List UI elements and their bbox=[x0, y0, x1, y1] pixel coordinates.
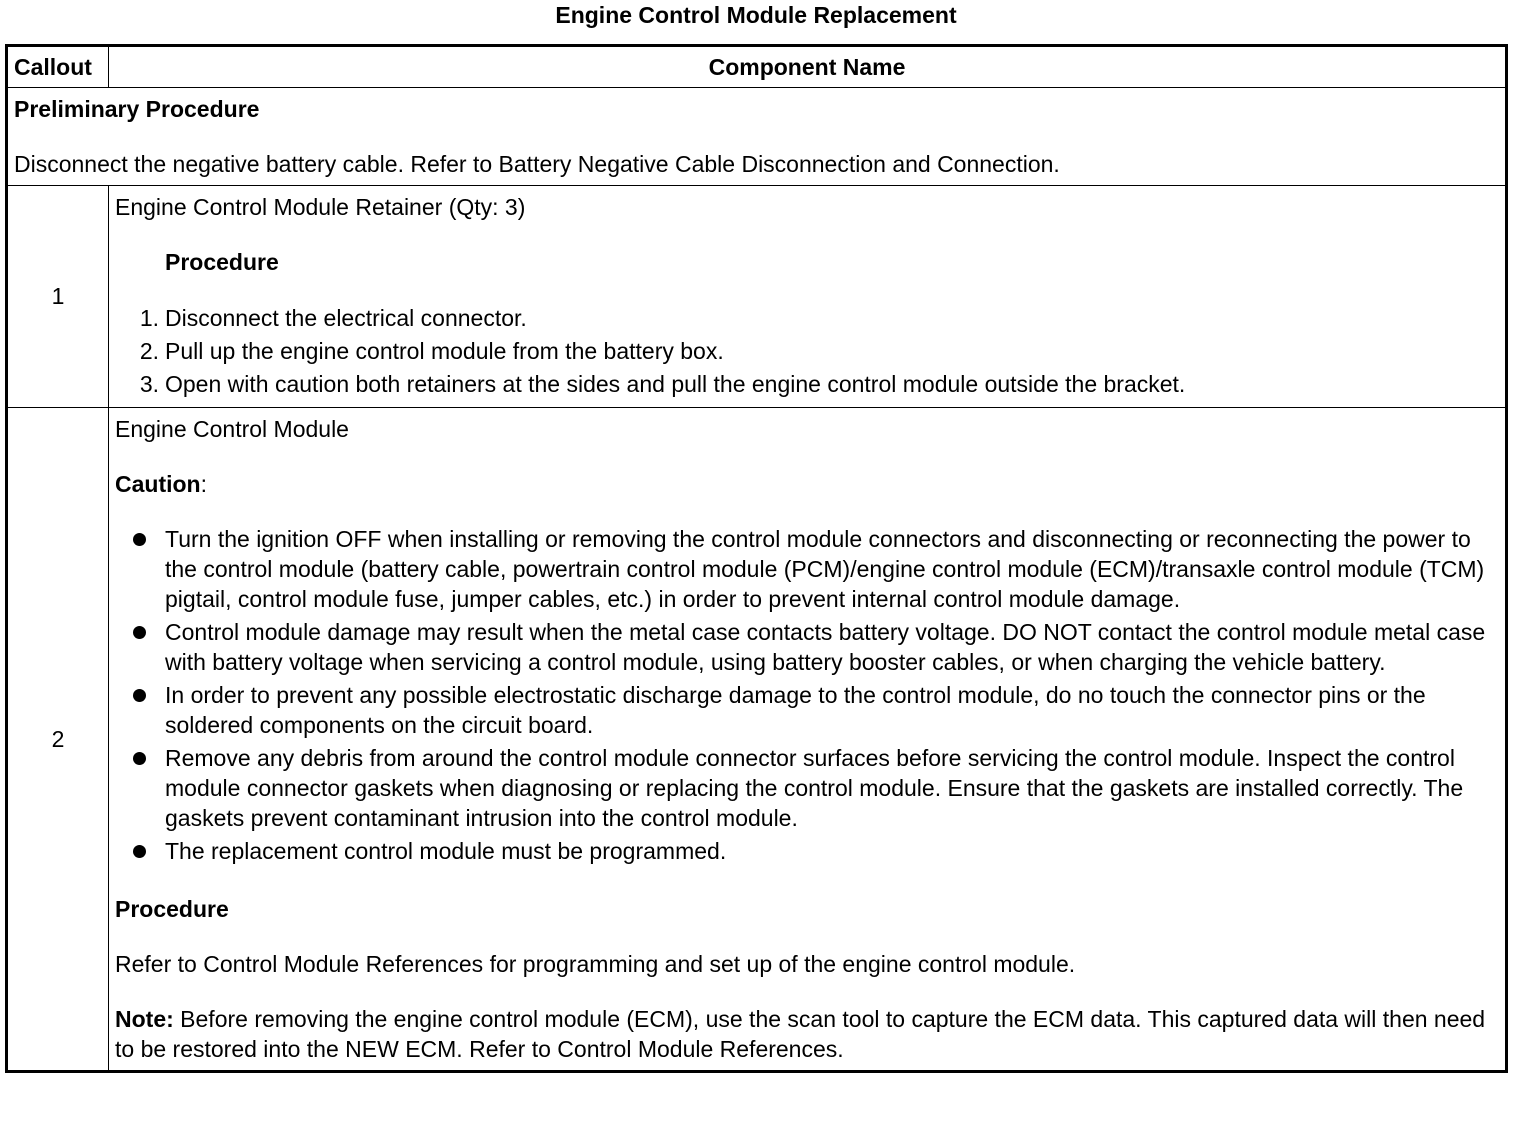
callout-number: 1 bbox=[7, 186, 109, 408]
bullet-icon bbox=[115, 524, 165, 614]
bullet-icon bbox=[115, 743, 165, 833]
step-number: 3. bbox=[139, 371, 159, 397]
procedure-text: Refer to Control Module References for programming and set up of the engine control module. bbox=[115, 951, 1076, 977]
page-title: Engine Control Module Replacement bbox=[555, 2, 957, 28]
bullet-icon bbox=[115, 836, 165, 866]
note-label: Note: bbox=[115, 1006, 174, 1032]
note-text: Before removing the engine control module (ECM), use the scan tool to capture the ECM data. This captured data will then need to be restored into the NEW ECM. Refer to Control Module References. bbox=[115, 1006, 1486, 1062]
component-name: Engine Control Module Retainer (Qty: 3) bbox=[115, 194, 526, 220]
component-cell bbox=[109, 408, 1507, 1072]
bullet-icon bbox=[115, 617, 165, 677]
list-item bbox=[115, 743, 1499, 833]
list-item bbox=[115, 368, 1499, 401]
list-item bbox=[115, 617, 1499, 677]
callout-number: 2 bbox=[7, 408, 109, 1072]
component-name-column-header: Component Name bbox=[109, 46, 1507, 88]
caution-text: Remove any debris from around the control module connector surfaces before servicing the control module. Inspect the control module connector gaskets when diagnosing or replacing the control module. Ensure that the gaskets are installed correctly. The gaskets prevent contaminant intrusion into the control module. bbox=[165, 745, 1464, 831]
note bbox=[115, 1004, 1499, 1064]
caution-list bbox=[115, 524, 1499, 866]
list-item bbox=[115, 524, 1499, 614]
component-table bbox=[5, 44, 1508, 1073]
list-item bbox=[115, 680, 1499, 740]
list-item bbox=[115, 302, 1499, 335]
step-number: 1. bbox=[139, 305, 159, 331]
caution-colon: : bbox=[200, 471, 207, 497]
caution-label: Caution bbox=[115, 471, 201, 497]
caution-text: The replacement control module must be programmed. bbox=[165, 838, 727, 864]
header-row bbox=[7, 46, 1507, 88]
preliminary-cell bbox=[7, 88, 1507, 186]
caution-text: Turn the ignition OFF when installing or removing the control module connectors and disconnecting or reconnecting the power to the control module (battery cable, powertrain control module (PCM)/engine control module (ECM)/transaxle control module (TCM) pigtail, control module fuse, jumper cables, etc.) in order to prevent internal control module damage. bbox=[165, 526, 1485, 612]
caution-text: In order to prevent any possible electrostatic discharge damage to the control module, do no touch the connector pins or the soldered components on the circuit board. bbox=[165, 682, 1426, 738]
preliminary-heading: Preliminary Procedure bbox=[14, 96, 260, 122]
component-name: Engine Control Module bbox=[115, 416, 349, 442]
caution-heading bbox=[115, 469, 1499, 499]
step-text: Disconnect the electrical connector. bbox=[165, 305, 527, 331]
procedure-heading: Procedure bbox=[115, 896, 229, 922]
list-item bbox=[115, 836, 1499, 866]
step-number: 2. bbox=[139, 338, 159, 364]
procedure-heading: Procedure bbox=[165, 249, 279, 275]
procedure-steps bbox=[115, 302, 1499, 401]
table-row bbox=[7, 186, 1507, 408]
table-row bbox=[7, 408, 1507, 1072]
list-item bbox=[115, 335, 1499, 368]
caution-text: Control module damage may result when the metal case contacts battery voltage. DO NOT contact the control module metal case with battery voltage when servicing a control module, using battery booster cables, or when charging the vehicle battery. bbox=[165, 619, 1486, 675]
preliminary-text: Disconnect the negative battery cable. Refer to Battery Negative Cable Disconnection and Connection. bbox=[14, 151, 1060, 177]
step-text: Open with caution both retainers at the sides and pull the engine control module outside the bracket. bbox=[165, 371, 1186, 397]
preliminary-row bbox=[7, 88, 1507, 186]
component-cell bbox=[109, 186, 1507, 408]
step-text: Pull up the engine control module from the battery box. bbox=[165, 338, 724, 364]
bullet-icon bbox=[115, 680, 165, 740]
callout-column-header: Callout bbox=[7, 46, 109, 88]
